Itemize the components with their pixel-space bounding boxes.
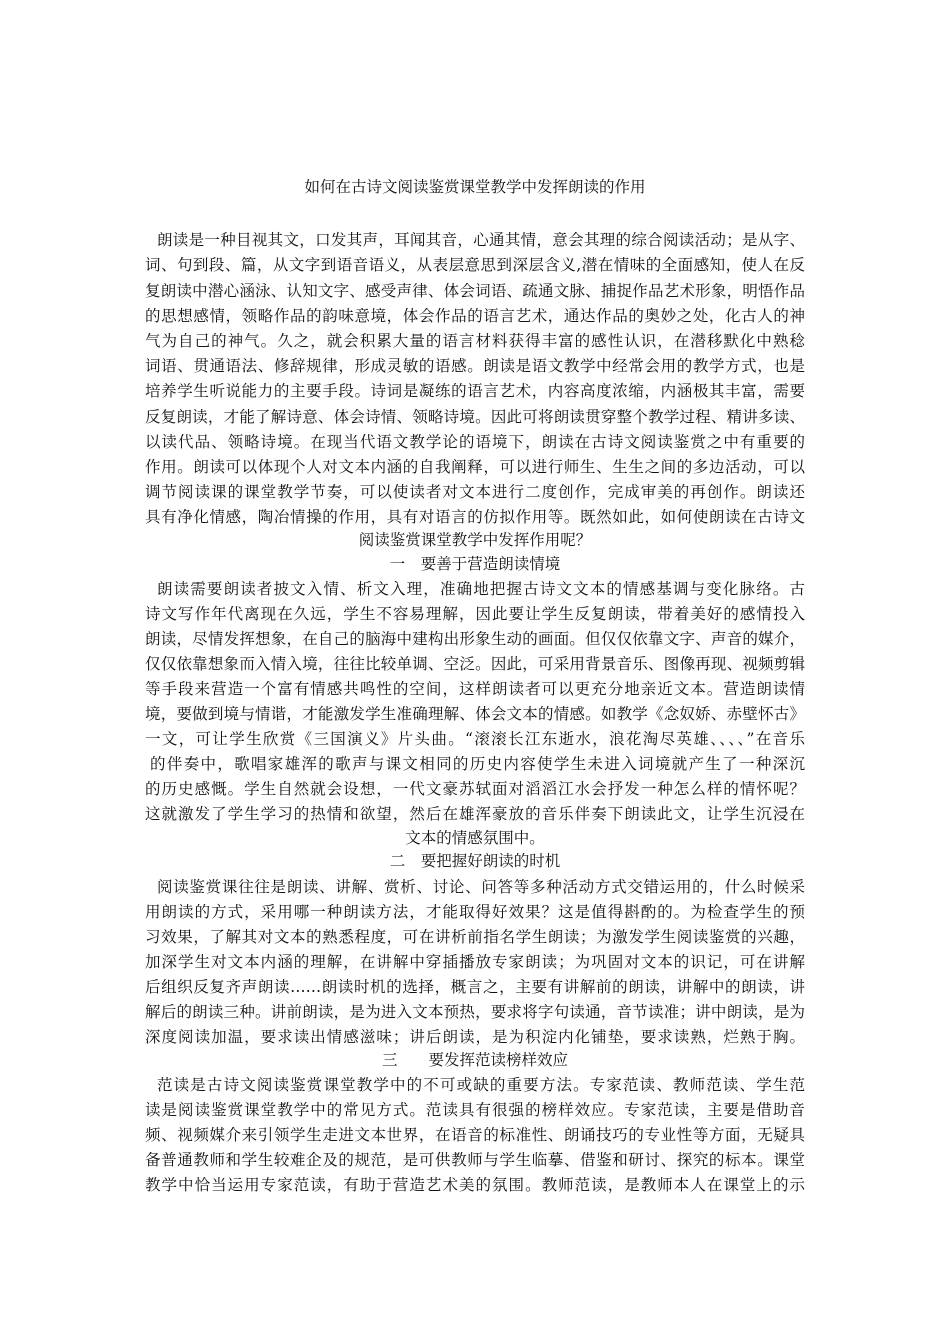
section-1-line: 境，要做到境与情谐，才能激发学生准确理解、体会文本的情感。如教学《念奴娇、赤壁怀古》	[145, 705, 805, 723]
section-1-line: 这就激发了学生学习的热情和欲望，然后在雄浑豪放的音乐伴奏下朗读此文，让学生沉浸在	[145, 805, 805, 823]
section-heading-2: 二 要把握好朗读的时机	[389, 852, 561, 870]
intro-line: 反复朗读，才能了解诗意、体会诗情、领略诗境。因此可将朗读贯穿整个教学过程、精讲多读、	[145, 408, 805, 426]
section-2-line: 深度阅读加温，要求读出情感滋味；讲后朗读，是为积淀内化铺垫，要求读熟，烂熟于胸。	[145, 1028, 805, 1046]
section-3-line: 读是阅读鉴赏课堂教学中的常见方式。范读具有很强的榜样效应。专家范读，主要是借助音	[145, 1101, 805, 1119]
intro-line: 作用。朗读可以体现个人对文本内涵的自我阐释，可以进行师生、生生之间的多边活动，可以	[145, 458, 805, 476]
intro-line: 阅读鉴赏课堂教学中发挥作用呢？	[358, 531, 592, 549]
intro-line: 词语、贯通语法、修辞规律，形成灵敏的语感。朗读是语文教学中经常会用的教学方式，也是	[145, 357, 805, 375]
section-heading-3: 三 要发挥范读榜样效应	[381, 1051, 568, 1069]
section-1-line: 诗文写作年代离现在久远，学生不容易理解，因此要让学生反复朗读，带着美好的感情投入	[145, 605, 805, 623]
intro-line: 调节阅读课的课堂教学节奏，可以使读者对文本进行二度创作，完成审美的再创作。朗读还	[145, 483, 805, 501]
intro-line: 以读代品、领略诗境。在现当代语文教学论的语境下，朗读在古诗文阅读鉴赏之中有重要的	[145, 433, 805, 451]
section-1-line: 的历史感慨。学生自然就会设想，一代文豪苏轼面对滔滔江水会抒发一种怎么样的情怀呢？	[145, 780, 805, 798]
section-3-line: 频、视频媒介来引领学生走进文本世界，在语音的标准性、朗诵技巧的专业性等方面，无疑具	[145, 1126, 805, 1144]
section-1-line: 仅仅依靠想象而入情入境，往往比较单调、空泛。因此，可采用背景音乐、图像再现、视频剪辑	[145, 655, 805, 673]
intro-line: 朗读是一种目视其文，口发其声，耳闻其音，心通其情，意会其理的综合阅读活动；是从字、	[157, 231, 805, 249]
intro-line: 培养学生听说能力的主要手段。诗词是凝练的语言艺术，内容高度浓缩，内涵极其丰富，需要	[145, 382, 805, 400]
intro-line: 气为自己的神气。久之，就会积累大量的语言材料获得丰富的感性认识，在潜移默化中熟稔	[145, 332, 805, 350]
section-1-line: 的伴奏中，歌唱家雄浑的歌声与课文相同的历史内容使学生未进入词境就产生了一种深沉	[150, 755, 805, 773]
section-2-line: 解后的朗读三种。讲前朗读，是为进入文本预热，要求将字句读通，音节读准；讲中朗读，是为	[145, 1003, 805, 1021]
document-title: 如何在古诗文阅读鉴赏课堂教学中发挥朗读的作用	[304, 178, 646, 196]
intro-line: 具有净化情感，陶冶情操的作用，具有对语言的仿拟作用等。既然如此，如何使朗读在古诗文	[145, 508, 805, 526]
section-3-line: 教学中恰当运用专家范读，有助于营造艺术美的氛围。教师范读，是教师本人在课堂上的示	[145, 1176, 805, 1194]
section-3-line: 备普通教师和学生较难企及的规范，是可供教师与学生临摹、借鉴和研讨、探究的标本。课堂	[145, 1151, 805, 1169]
intro-line: 词、句到段、篇，从文字到语音语义，从表层意思到深层含义,潜在情味的全面感知，使人在反	[145, 256, 805, 274]
section-heading-1: 一 要善于营造朗读情境	[389, 555, 561, 573]
section-1-line: 朗读需要朗读者披文入情、析文入理，准确地把握古诗文文本的情感基调与变化脉络。古	[157, 580, 805, 598]
section-2-line: 后组织反复齐声朗读……朗读时机的选择，概言之，主要有讲解前的朗读，讲解中的朗读，讲	[145, 978, 805, 996]
section-1-line: 朗读，尽情发挥想象，在自己的脑海中建构出形象生动的画面。但仅仅依靠文字、声音的媒介，	[145, 630, 805, 648]
section-2-line: 用朗读的方式，采用哪一种朗读方法，才能取得好效果？这是值得斟酌的。为检查学生的预	[145, 903, 805, 921]
section-1-line: 等手段来营造一个富有情感共鸣性的空间，这样朗读者可以更充分地亲近文本。营造朗读情	[145, 680, 805, 698]
section-3-line: 范读是古诗文阅读鉴赏课堂教学中的不可或缺的重要方法。专家范读、教师范读、学生范	[157, 1076, 805, 1094]
intro-line: 的思想感情，领略作品的韵味意境，体会作品的语言艺术，通达作品的奥妙之处，化古人的神	[145, 307, 805, 325]
section-2-line: 习效果，了解其对文本的熟悉程度，可在讲析前指名学生朗读；为激发学生阅读鉴赏的兴趣，	[145, 928, 805, 946]
intro-line: 复朗读中潜心涵泳、认知文字、感受声律、体会词语、疏通文脉、捕捉作品艺术形象，明悟作品	[145, 282, 805, 300]
section-2-line: 阅读鉴赏课往往是朗读、讲解、赏析、讨论、问答等多种活动方式交错运用的，什么时候采	[157, 878, 805, 896]
section-1-line: 文本的情感氛围中。	[405, 829, 545, 847]
section-1-line: 一文，可让学生欣赏《三国演义》片头曲。“滚滚长江东逝水，浪花淘尽英雄、、、、”在音乐	[145, 730, 805, 748]
section-2-line: 加深学生对文本内涵的理解，在讲解中穿插播放专家朗读；为巩固对文本的识记，可在讲解	[145, 953, 805, 971]
